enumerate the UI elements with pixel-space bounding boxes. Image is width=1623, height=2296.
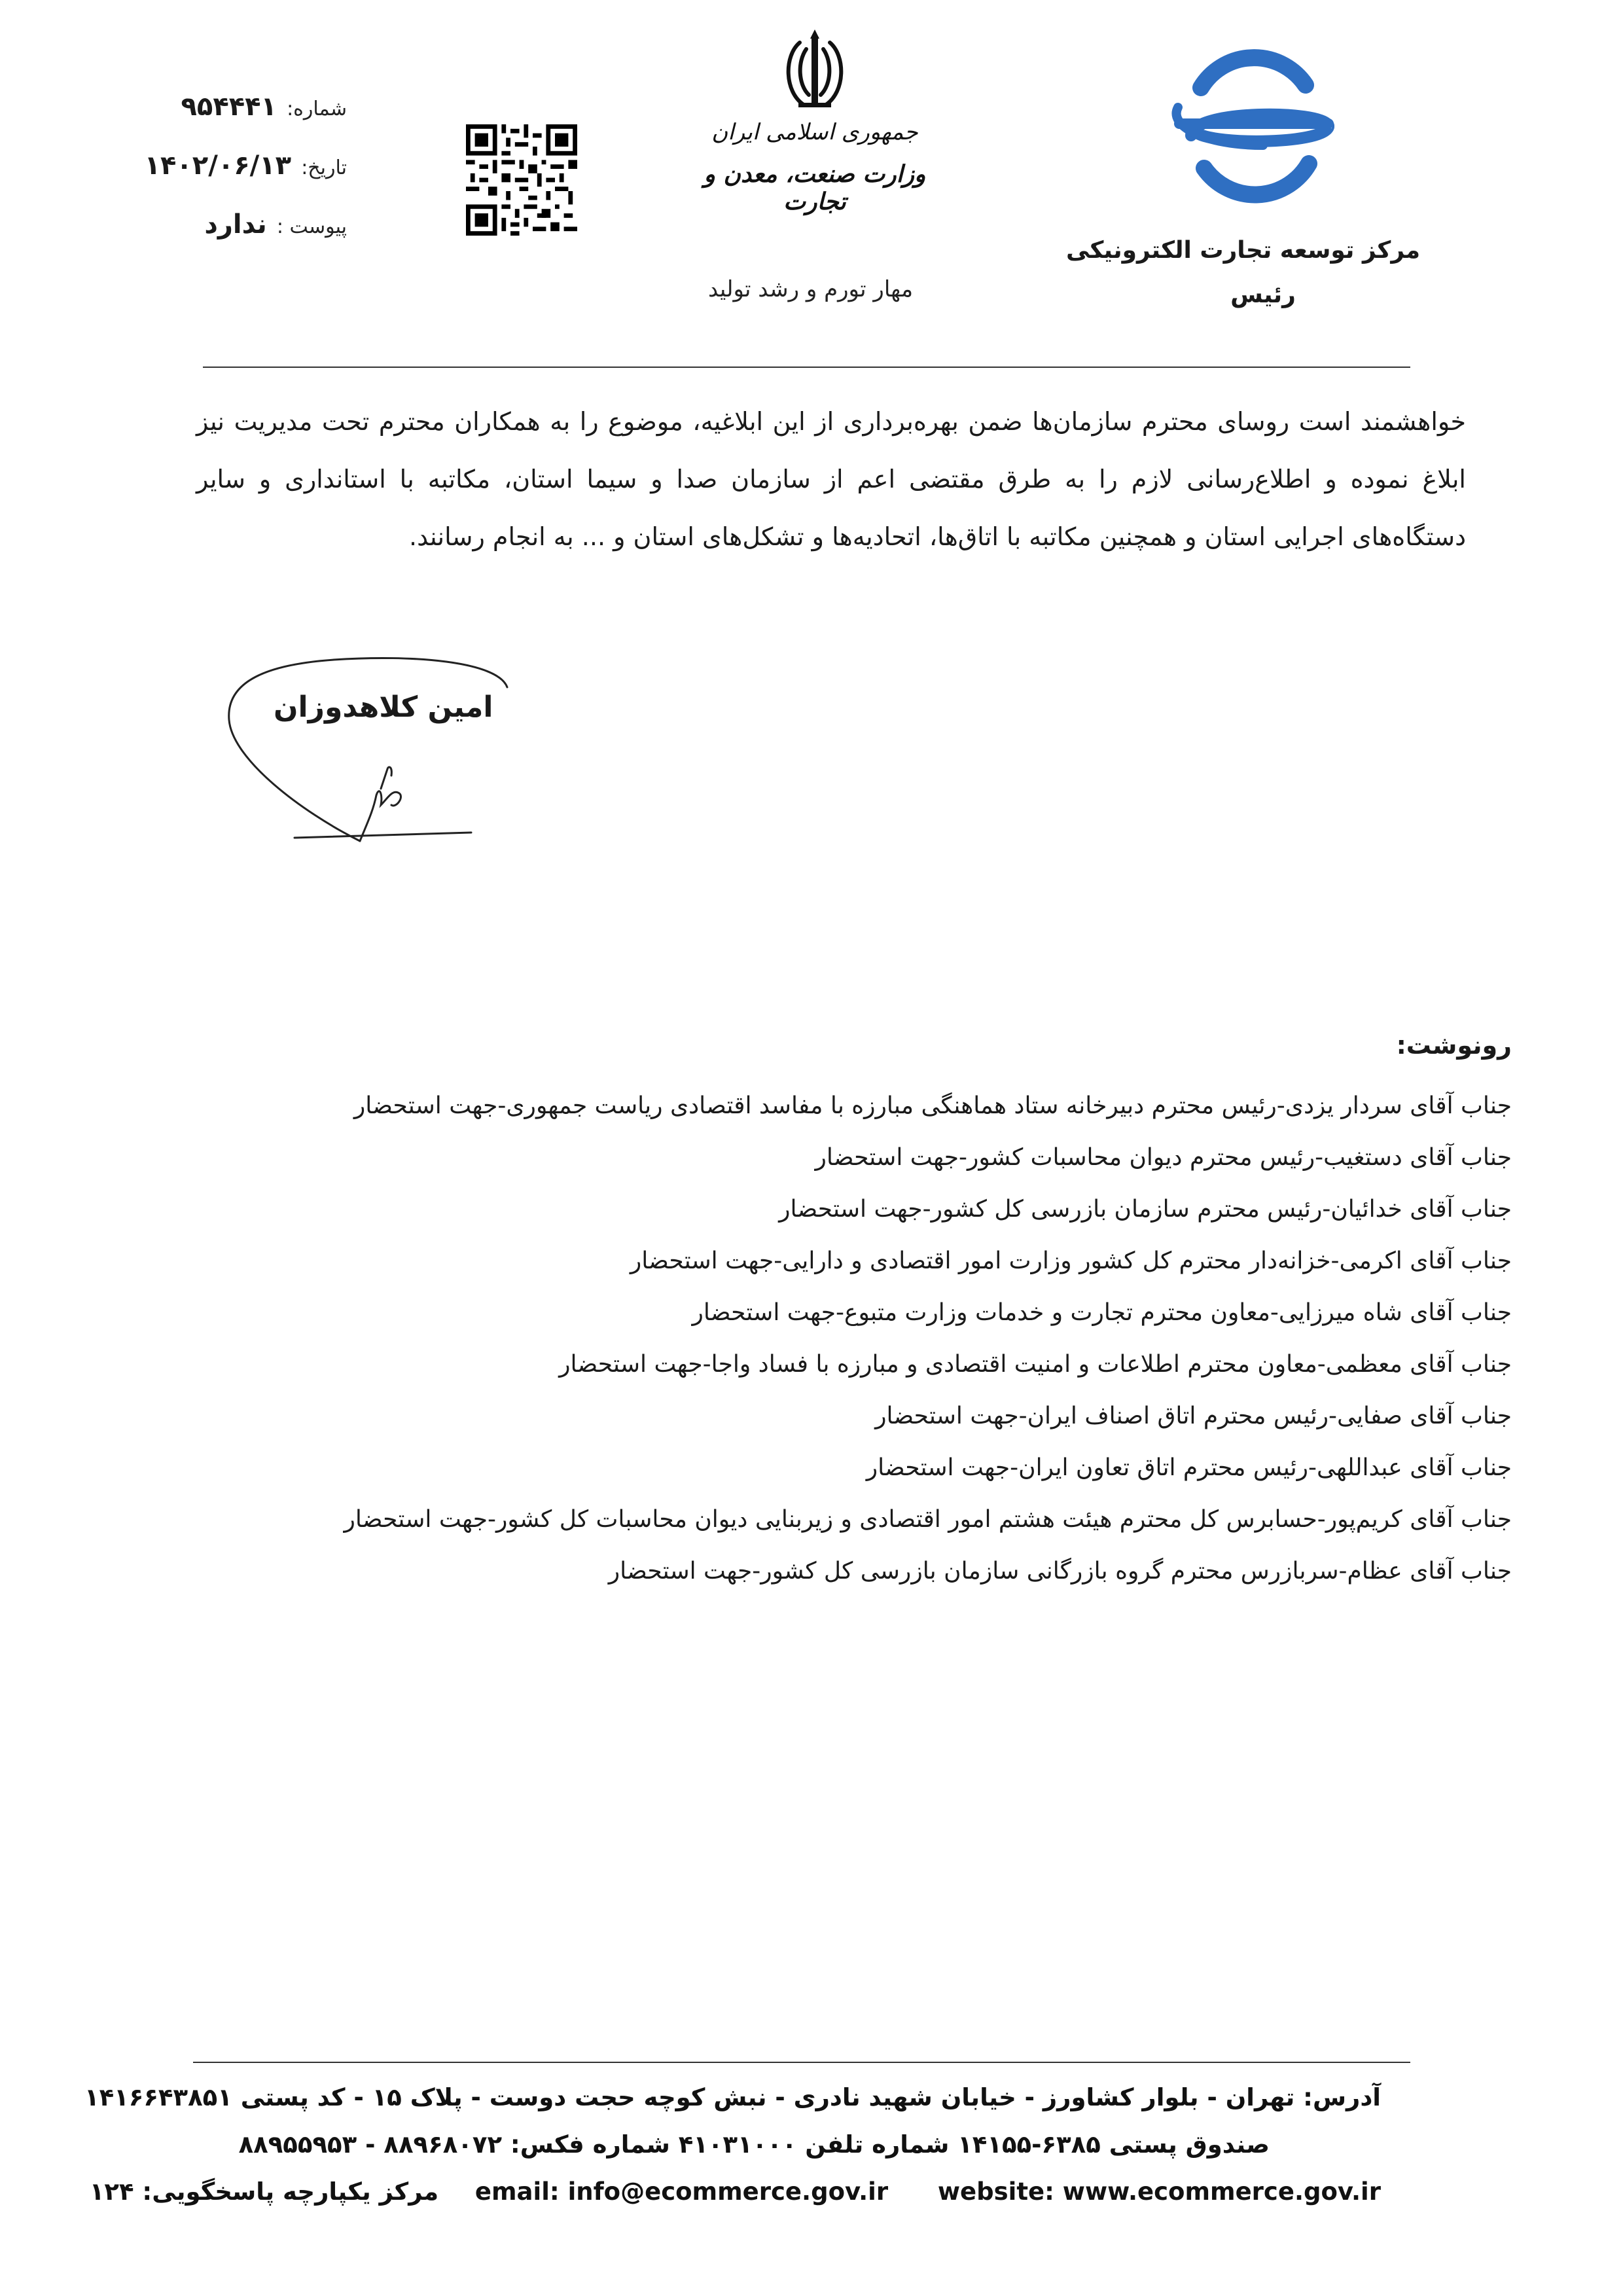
ecommerce-center-logo-icon <box>1165 47 1355 204</box>
header-divider <box>203 367 1410 368</box>
cc-list-item: جناب آقای شاه میرزایی-معاون محترم تجارت و خدمات وزارت متبوع-جهت استحضار <box>692 1299 1512 1326</box>
footer-website-link[interactable]: website: www.ecommerce.gov.ir <box>937 2178 1381 2206</box>
footer-contact <box>90 2178 1381 2206</box>
letter-attachment-value: ندارد <box>204 209 267 240</box>
cc-list-item: جناب آقای معظمی-معاون محترم اطلاعات و امنیت اقتصادی و مبارزه با فساد واجا-جهت استحضار <box>559 1351 1512 1378</box>
cc-list-item: جناب آقای سردار یزدی-رئیس محترم دبیرخانه ستاد هماهنگی مبارزه با مفاسد اقتصادی ریاست جمهوری-جهت استحضار <box>353 1092 1512 1119</box>
footer-phones: صندوق پستی ۶۳۸۵-۱۴۱۵۵ شماره تلفن ۴۱۰۳۱۰۰۰ شماره فکس: ۸۸۹۶۸۰۷۲ - ۸۸۹۵۵۹۵۳ <box>238 2130 1270 2159</box>
cc-list-item: جناب آقای عبداللهی-رئیس محترم اتاق تعاون ایران-جهت استحضار <box>866 1454 1512 1481</box>
letter-date-row <box>145 151 347 181</box>
letter-date-label: تاریخ: <box>301 156 347 179</box>
org-role: رئیس <box>1230 281 1296 308</box>
cc-list-item: جناب آقای دستغیب-رئیس محترم دیوان محاسبات کشور-جهت استحضار <box>815 1144 1512 1171</box>
cc-list-item: جناب آقای کریم‌پور-حسابرس کل محترم هیئت هشتم امور اقتصادی و زیربنایی دیوان محاسبات کل کشور-جهت استحضار <box>344 1506 1512 1533</box>
letter-body: خواهشمند است روسای محترم سازمان‌ها ضمن بهره‌برداری از این ابلاغیه، موضوع را به همکاران محترم تحت مدیریت نیز ابلاغ نموده و اطلاع‌رسانی لازم را به طرق مقتضی اعم از سازمان صدا و سیما استان، مکاتبه با استانداری و سایر دستگاه‌های اجرایی استان و همچنین مکاتبه با اتاق‌ها، اتحادیه‌ها و تشکل‌های استان و ... به انجام رسانند. <box>196 407 1466 551</box>
footer-divider <box>193 2062 1410 2063</box>
org-name: مرکز توسعه تجارت الکترونیکی <box>1066 237 1420 264</box>
cc-title: رونوشت: <box>1396 1031 1512 1060</box>
letter-attachment-row <box>204 209 347 240</box>
letter-number-value: ۹۵۴۴۴۱ <box>181 92 277 122</box>
letter-attachment-label: پیوست : <box>276 215 347 238</box>
qr-code-icon <box>466 124 577 236</box>
ministry-name: وزارت صنعت، معدن و تجارت <box>704 160 926 215</box>
footer-email-link[interactable]: email: info@ecommerce.gov.ir <box>474 2178 889 2206</box>
cc-list-item: جناب آقای اکرمی-خزانه‌دار محترم کل کشور وزارت امور اقتصادی و دارایی-جهت استحضار <box>630 1247 1512 1274</box>
footer-call-center: مرکز یکپارچه پاسخگویی: ۱۲۴ <box>89 2178 439 2206</box>
cc-list-item: جناب آقای خدائیان-رئیس محترم سازمان بازرسی کل کشور-جهت استحضار <box>779 1196 1512 1223</box>
letter-number-label: شماره: <box>287 98 347 120</box>
signatory-name: امین کلاهدوزان <box>274 691 493 724</box>
iran-emblem-icon <box>779 29 851 115</box>
letter-date-value: ۱۴۰۲/۰۶/۱۳ <box>144 151 292 181</box>
handwritten-signature-icon <box>216 648 530 857</box>
cc-list-item: جناب آقای صفایی-رئیس محترم اتاق اصناف ایران-جهت استحضار <box>875 1403 1512 1429</box>
cc-list <box>268 1080 1512 1597</box>
republic-name: جمهوری اسلامی ایران <box>711 119 918 145</box>
slogan: مهار تورم و رشد تولید <box>708 276 914 302</box>
cc-list-item: جناب آقای عظام-سربازرس محترم گروه بازرگانی سازمان بازرسی کل کشور-جهت استحضار <box>608 1558 1512 1585</box>
footer-address: آدرس: تهران - بلوار کشاورز - خیابان شهید نادری - نبش کوچه حجت دوست - پلاک ۱۵ - کد پستی ۱۴۱۶۶۴۳۸۵۱ <box>84 2083 1381 2111</box>
letter-number-row <box>181 92 347 122</box>
